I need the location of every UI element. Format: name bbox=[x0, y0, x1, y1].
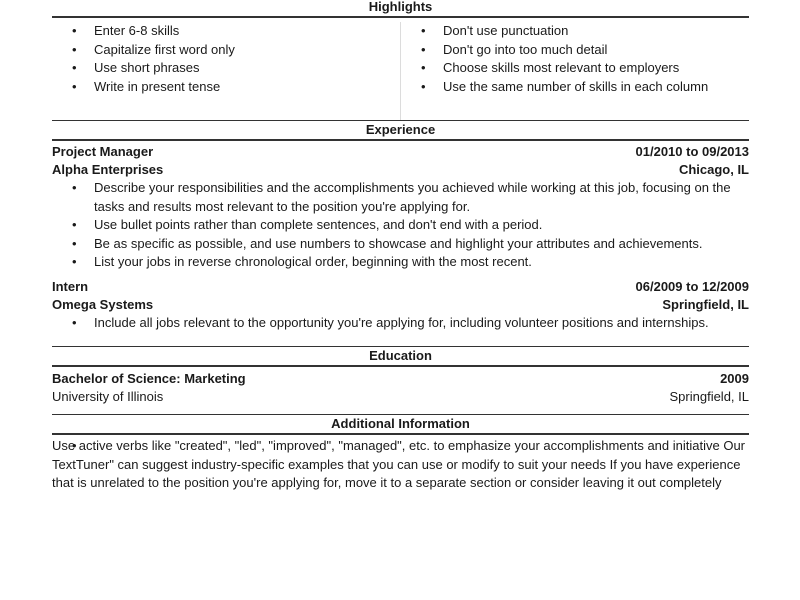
additional-section bbox=[52, 435, 749, 493]
job-title-row bbox=[52, 143, 749, 161]
graduation-year: 2009 bbox=[720, 371, 749, 386]
additional-heading-text: Additional Information bbox=[331, 416, 470, 431]
job-location: Springfield, IL bbox=[662, 296, 749, 312]
education-section bbox=[52, 367, 749, 414]
job-title-row bbox=[52, 278, 749, 296]
highlights-heading bbox=[52, 0, 749, 18]
list-item: • Write in present tense bbox=[52, 78, 400, 97]
highlights-grid bbox=[52, 18, 749, 120]
highlights-right-column bbox=[400, 22, 749, 120]
list-item: • Use bullet points rather than complete sentences, and don't end with a period. bbox=[52, 216, 749, 235]
job-entry bbox=[52, 278, 749, 333]
degree-name: Bachelor of Science bbox=[52, 371, 177, 386]
list-item: • Use short phrases bbox=[52, 59, 400, 78]
job-company: Alpha Enterprises bbox=[52, 162, 164, 177]
school-name: University of Illinois bbox=[52, 389, 164, 404]
school-row bbox=[52, 388, 749, 406]
list-item: • Use the same number of skills in each column bbox=[401, 78, 749, 97]
experience-heading bbox=[52, 120, 749, 141]
list-item: • Use active verbs like "created", "led", "improved", "managed", etc. to emphasize your accomplishments and initiative Our TextTuner" can suggest industry-specific examples that you can use or modify to suit your needs If you have experience that is unrelated to the position you're applying for, move it to a separate section or consider leaving it out completely bbox=[52, 438, 746, 491]
list-item: • List your jobs in reverse chronological order, beginning with the most recent. bbox=[52, 253, 749, 272]
degree-major: : Marketing bbox=[176, 371, 246, 386]
highlights-heading-text: Highlights bbox=[368, 0, 433, 14]
list-item: • Don't go into too much detail bbox=[401, 41, 749, 60]
list-item: • Don't use punctuation bbox=[401, 22, 749, 41]
list-item: • Be as specific as possible, and use numbers to showcase and highlight your attributes and achievements. bbox=[52, 235, 749, 254]
job-location: Chicago, IL bbox=[678, 162, 749, 177]
degree bbox=[52, 370, 246, 388]
job-dates: 06/2009 to 12/2009 bbox=[635, 278, 749, 294]
job-title: Intern bbox=[52, 278, 89, 294]
job-company-row bbox=[52, 161, 749, 179]
school-location: Springfield, IL bbox=[669, 389, 749, 404]
experience-section bbox=[52, 141, 749, 332]
job-title: Project Manager bbox=[52, 144, 154, 159]
list-item: • Enter 6-8 skills bbox=[52, 22, 400, 41]
job-company: Omega Systems bbox=[52, 296, 154, 312]
education-heading-text: Education bbox=[369, 348, 432, 363]
list-item: • Choose skills most relevant to employers bbox=[401, 59, 749, 78]
experience-heading-text: Experience bbox=[365, 122, 436, 137]
degree-row bbox=[52, 370, 749, 388]
education-heading bbox=[52, 346, 749, 367]
job-dates: 01/2010 to 09/2013 bbox=[635, 144, 749, 159]
additional-heading bbox=[52, 414, 749, 435]
job-company-row bbox=[52, 296, 749, 314]
list-item: • Include all jobs relevant to the opportunity you're applying for, including volunteer positions and internships. bbox=[52, 314, 749, 333]
highlights-left-column bbox=[52, 22, 400, 120]
job-entry bbox=[52, 143, 749, 272]
resume-page bbox=[52, 0, 749, 493]
list-item: • Capitalize first word only bbox=[52, 41, 400, 60]
list-item: • Describe your responsibilities and the accomplishments you achieved while working at this job, focusing on the tasks and results most relevant to the position you're applying for. bbox=[52, 179, 749, 216]
